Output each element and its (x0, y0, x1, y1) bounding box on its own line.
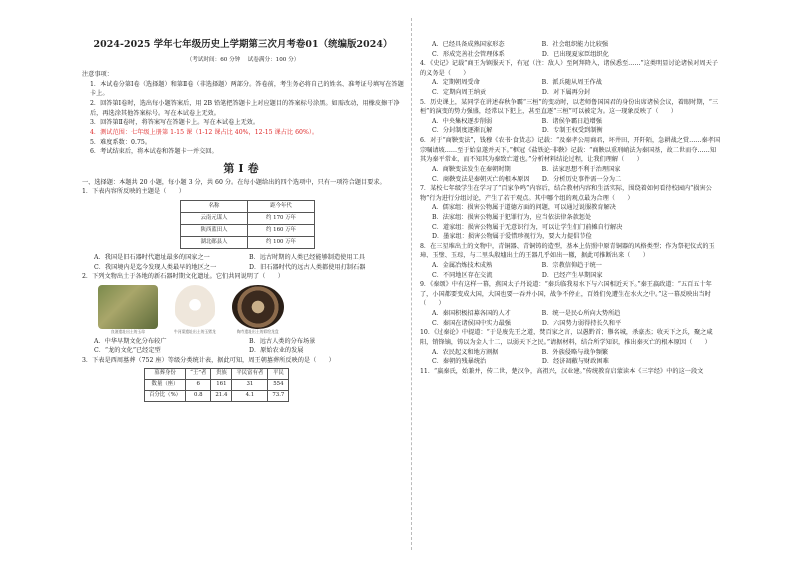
question-stem: 8．在三星堆出土的文物中，青铜器、青铜铸的造型，基本上仿照中原青铜器的风格类型；作为祭祀仪式的玉璋、玉璧、玉琮，与二里头殷墟出土的王器几乎如出一辙，据此可推断出来（ ） (420, 242, 715, 260)
jade-pig-dragon-image (175, 285, 215, 329)
q1-stem: 1．下表内容所反映的主题是（ ） (82, 188, 185, 196)
exam-title: 2024-2025 学年七年级历史上学期第三次月考卷01（统编版2024） (93, 39, 393, 50)
answer-options: D．墨家组：损害公物属于爱惜珍视行为，要大力提倡节俭 (432, 233, 592, 241)
notice-2: 2．回答第Ⅰ卷时，选出每小题答案后，用 2B 铅笔把答题卡上对应题目的答案标号涂黑。如需改动，用橡皮擦干净后，再选涂其他答案标号。写在本试卷上无效。 (90, 100, 400, 117)
table-row (145, 368, 289, 379)
artifact-figure (98, 285, 158, 335)
table-cell: 554 (268, 379, 289, 390)
answer-options: A．儒家组：损害公物属于道德方面的问题，可以通过说服教育解决 (432, 204, 616, 212)
image-caption: 牛河梁遗址出土的玉猪龙 (174, 328, 216, 334)
table-cell: 约 170 万年 (248, 212, 315, 224)
artifact-figure (174, 285, 216, 335)
answer-options: A．已经具备成熟国家形态 B．社会组织能力比较强 (432, 41, 609, 48)
table-cell: 约 100 万年 (248, 236, 315, 248)
table-row (145, 379, 289, 390)
q2-options (82, 337, 404, 356)
table-header: 平民富有者 (232, 368, 268, 379)
table-header: 贵族 (211, 368, 232, 379)
q2-stem: 2．下列文物出土于各地的新石器时期文化遗址。它们共同说明了（ ） (82, 273, 284, 281)
answer-options: A．定期朝周受命 B．派兵随从周王作战 (432, 79, 602, 87)
answer-options: A．秦国积极招募各国的人才 B．统一是民心所向大势所趋 (432, 310, 621, 318)
table-cell: 湖北郧县人 (181, 236, 248, 248)
image-caption: 良渚遗址出土的玉琮 (110, 328, 146, 334)
table-row (181, 200, 315, 212)
table-cell: 4.1 (232, 390, 268, 401)
notice-1: 1．本试卷分第Ⅰ卷（选择题）和第Ⅱ卷（非选择题）两部分。答卷前，考生务必将自己的姓名、准考证号填写在答题卡上。 (90, 80, 404, 98)
question-stem: 5．历史课上，某同学在讲述春秋争霸“三桓”的变动时，以老师鲁国国君的身份出席诸侯会议，着眼时期，“三桓”的演变的势力强盛，经常以下犯上，甚至直逐“三桓”可以被定为。这一现象反映了（ ） (420, 98, 719, 116)
table-header: “王”者 (186, 368, 211, 379)
table-cell: 31 (232, 379, 268, 390)
table-header: 墓葬身份 (145, 368, 186, 379)
jade-cong-image (98, 285, 158, 329)
notice-4: 4．测试范围：七年级上册第 1-15 课（1-12 课占比 40%，12-15 课占比 60%）。 (90, 128, 319, 136)
right-column (420, 0, 720, 562)
answer-options: A．中央集权逐步削弱 B．诸侯争霸日趋增强 (432, 117, 602, 125)
q3-table (144, 368, 289, 402)
table-row (181, 236, 315, 248)
answer-options: C．秦朝的残暴统治 D．经济凋敝与财政困难 (432, 358, 609, 366)
answer-options: C．秦国在诸侯国中实力最强 D．六国势力弱得持长久和平 (432, 319, 622, 327)
left-column (82, 0, 404, 562)
option-b: B．远古时期的人类已经能够制造使用工具 (249, 253, 365, 261)
q2-images (98, 285, 404, 335)
notice-5: 5．难度系数：0.75。 (90, 138, 152, 146)
question-stem: 4．《史记》记载“商王为镇服天下，有冠（注：敌人）至阿拜降入，诸侯悉至……”这类明显讨论诸侯对周天子的义务是（ ） (420, 60, 718, 77)
notice-title: 注意事项： (82, 71, 113, 79)
table-cell: 数量（座） (145, 379, 186, 390)
option-d: D．旧石器时代的远古人类都使用打制石器 (249, 263, 366, 271)
answer-options: B．法家组：损害公物属于犯罪行为，应当依法律条款惩处 (432, 213, 592, 221)
table-cell: 73.7 (268, 390, 289, 401)
dragon-plate-image (232, 285, 284, 329)
table-cell: 6 (186, 379, 211, 390)
q3-stem: 3．下表是西周墓葬（752 座）等级分类统计表，据此可知，周王朝墓葬所反映的是（ ） (82, 356, 335, 364)
q1-options (82, 253, 404, 272)
question-stem: 9．《秦颂》中有这样一幕，燕国太子丹说道：“秦兵临我易水下与六国相近天下。”秦王嬴政道：“五百五十年了，小国都要变成大国，大国也要一吞并小国，战争不停止，百姓们免遭生在水火之中。”这一幕反映出当时（ ） (420, 281, 712, 308)
table-row (181, 212, 315, 224)
column-divider (411, 18, 412, 550)
answer-options: A．农民起义和地方割据 B．外族侵略与战争频繁 (432, 348, 609, 356)
q1-table (180, 200, 315, 249)
question-stem: 7．某校七年级学生在学习了“百家争鸣”内容后，结合教材内容和生活实际，围绕着如何看待校园内“损害公物”行为进行分组讨论，产生了若干观点。其中哪个组的观点最为合理（ ） (420, 185, 712, 202)
question-stem: 10．《过秦论》中提道：“于是废先王之道，焚百家之言，以愚黔首；隳名城，杀豪杰；收天下之兵，聚之咸阳，销锋镝，铸以为金人十二，以弱天下之民。”请据材料，结合所学知识，推出秦灭亡的根本原因（ ） (420, 329, 713, 346)
option-d: D．原始农业的发展 (249, 347, 304, 355)
table-cell: 0.8 (186, 390, 211, 401)
table-row (181, 224, 315, 236)
option-b: B．远古人类的分布场景 (249, 337, 316, 345)
table-cell: 约 160 万年 (248, 224, 315, 236)
table-cell: 云南元谋人 (181, 212, 248, 224)
answer-options: A．商鞅变法发生在秦朝时期 B．法家思想不利于治理国家 (432, 165, 621, 173)
question-stem: 6．对于“商鞅变法”，钱穆《农书·食货志》记载：“及秦孝公用商君，坏井田，开阡陌，急耕战之赏……秦孝国宗嘱请坡……至于始皇遂并天下。”框冠《盐铁论·非鞅》记载：“商鞅以重刑峭法为秦国基，故二世而夺……知其为秦平常业，而不知其为秦致亡道也。”分析材料结论过程，让我们理解（ ） (420, 137, 720, 164)
answer-options: C．商鞅变法是秦朝灭亡的根本原因 D．分析历史事件需一分为二 (432, 175, 622, 183)
option-a: A．我国是旧石器时代遗址最多的国家之一 (94, 253, 210, 261)
table-cell: 百分比（%） (145, 390, 186, 401)
question-stem: 11．“嬴秦氏，始兼并，传二世，楚汉争，高祖兴，汉业建。”传统教育启蒙读本《三字经》中的这一段文 (420, 367, 704, 375)
answer-options: C．分封制度逐渐瓦解 D．专制王权受到制衡 (432, 127, 603, 135)
answer-options: C．不同地区存在交流 D．已经产生早期国家 (432, 271, 603, 279)
image-caption: 陶寺遗址出土的彩绘龙盘 (236, 328, 279, 334)
section-title: 第Ⅰ卷 (223, 161, 263, 175)
option-c: C．我国境内是迄今发现人类最早的地区之一 (94, 263, 217, 271)
artifact-figure (232, 285, 284, 335)
table-header: 名称 (181, 200, 248, 212)
table-cell: 21.4 (211, 390, 232, 401)
table-header: 距今年代 (248, 200, 315, 212)
table-cell: 161 (211, 379, 232, 390)
section-intro: 一、选择题：本题共 20 小题，每小题 3 分，共 60 分。在每小题给出的四个选项中，只有一项符合题目要求。 (82, 178, 386, 186)
table-row (145, 390, 289, 401)
answer-options: A．金属冶炼技术成熟 B．宗教信仰趋于统一 (432, 262, 602, 270)
notice-6: 6．考试结束后，将本试卷和答题卡一并交回。 (90, 148, 218, 156)
option-a: A．中华早期文化分布较广 (94, 337, 167, 345)
answer-options: C．定期向周王纳贡 D．对下属再分封 (432, 89, 591, 97)
table-cell: 陕西蓝田人 (181, 224, 248, 236)
answer-options: C．道家组：损害公物属于无意识行为，可以让学生们门前摊自行解决 (432, 223, 623, 231)
notice-3: 3．回答第Ⅱ卷时，将答案写在答题卡上。写在本试卷上无效。 (90, 119, 260, 127)
option-c: C．“龙的文化”已经定型 (94, 347, 161, 355)
exam-subtitle: （考试时间：60 分钟 试卷满分：100 分） (186, 56, 300, 63)
table-header: 平民 (268, 368, 289, 379)
answer-options: C．形成完善社会管理体系 D．已出现夏家臣组织化 (432, 50, 609, 58)
